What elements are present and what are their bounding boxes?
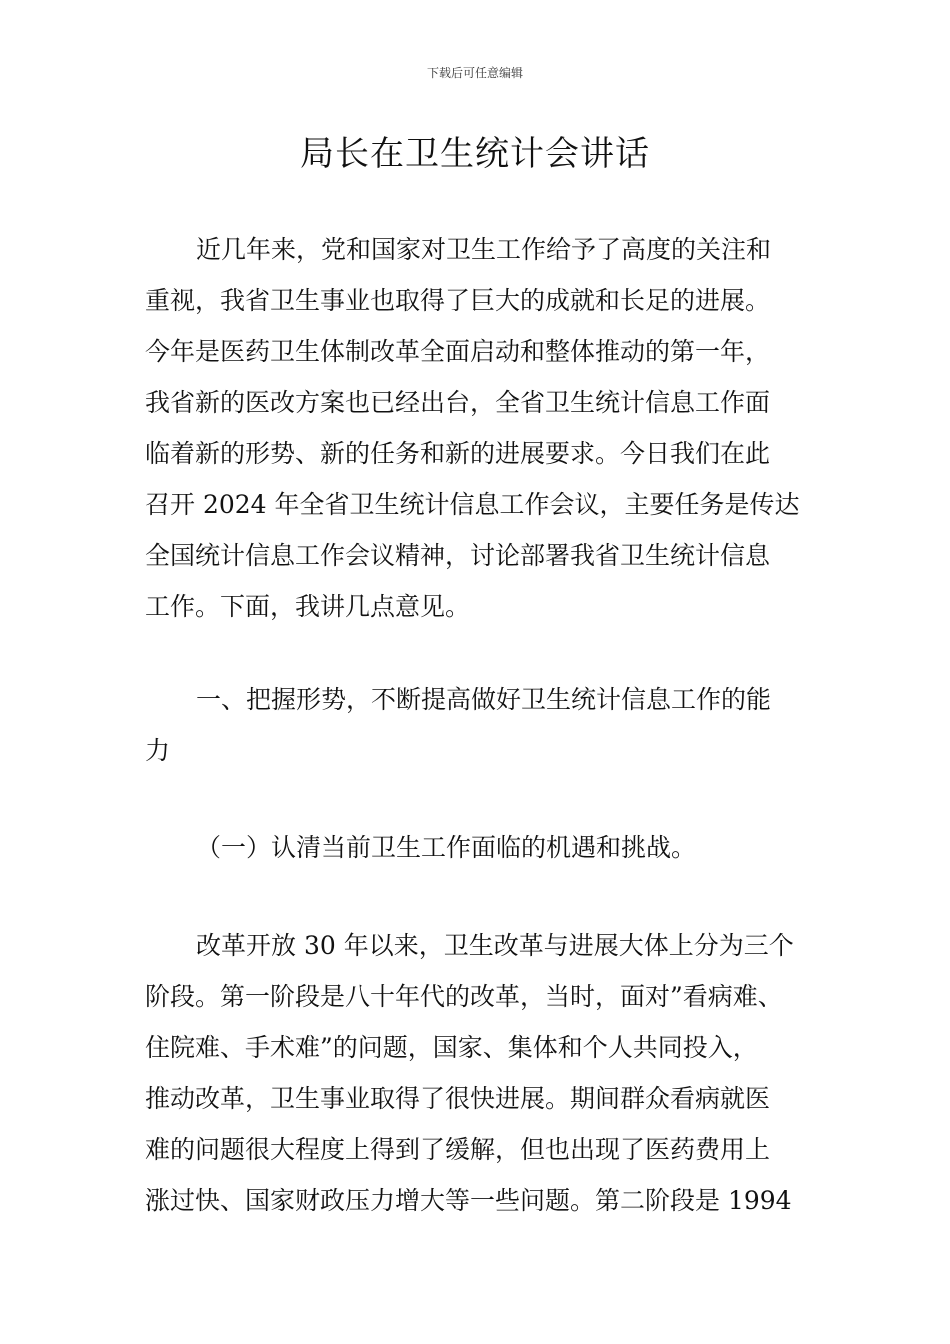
heading-line: 力	[145, 736, 171, 765]
paragraph-line: 阶段。第一阶段是八十年代的改革，当时，面对”看病难、	[145, 982, 783, 1011]
paragraph-line: 难的问题很大程度上得到了缓解，但也出现了医药费用上	[145, 1135, 771, 1164]
heading-line: 一、把握形势，不断提高做好卫生统计信息工作的能	[196, 685, 772, 714]
paragraph-line: 召开 2024 年全省卫生统计信息工作会议，主要任务是传达	[145, 490, 800, 519]
header-note: 下载后可任意编辑	[426, 66, 523, 80]
paragraph-line: 全国统计信息工作会议精神，讨论部署我省卫生统计信息	[145, 541, 771, 570]
paragraph-line: 涨过快、国家财政压力增大等一些问题。第二阶段是 1994	[145, 1186, 792, 1215]
paragraph-1	[145, 224, 825, 632]
paragraph-line: 临着新的形势、新的任务和新的进展要求。今日我们在此	[145, 439, 771, 468]
paragraph-line: 近几年来，党和国家对卫生工作给予了高度的关注和	[196, 235, 772, 264]
subheading-line: （一）认清当前卫生工作面临的机遇和挑战。	[196, 833, 697, 862]
paragraph-line: 我省新的医改方案也已经出台，全省卫生统计信息工作面	[145, 388, 771, 417]
paragraph-line: 推动改革，卫生事业取得了很快进展。期间群众看病就医	[145, 1084, 771, 1113]
document-title: 局长在卫生统计会讲话	[300, 134, 650, 174]
paragraph-line: 工作。下面，我讲几点意见。	[145, 592, 471, 621]
section-heading-1	[145, 674, 825, 776]
paragraph-line: 改革开放 30 年以来，卫生改革与进展大体上分为三个	[196, 931, 794, 960]
paragraph-line: 住院难、手术难”的问题，国家、集体和个人共同投入，	[145, 1033, 758, 1062]
paragraph-2	[145, 920, 825, 1226]
paragraph-line: 重视，我省卫生事业也取得了巨大的成就和长足的进展。	[145, 286, 771, 315]
paragraph-line: 今年是医药卫生体制改革全面启动和整体推动的第一年，	[145, 337, 771, 366]
subsection-heading-1	[145, 822, 825, 873]
